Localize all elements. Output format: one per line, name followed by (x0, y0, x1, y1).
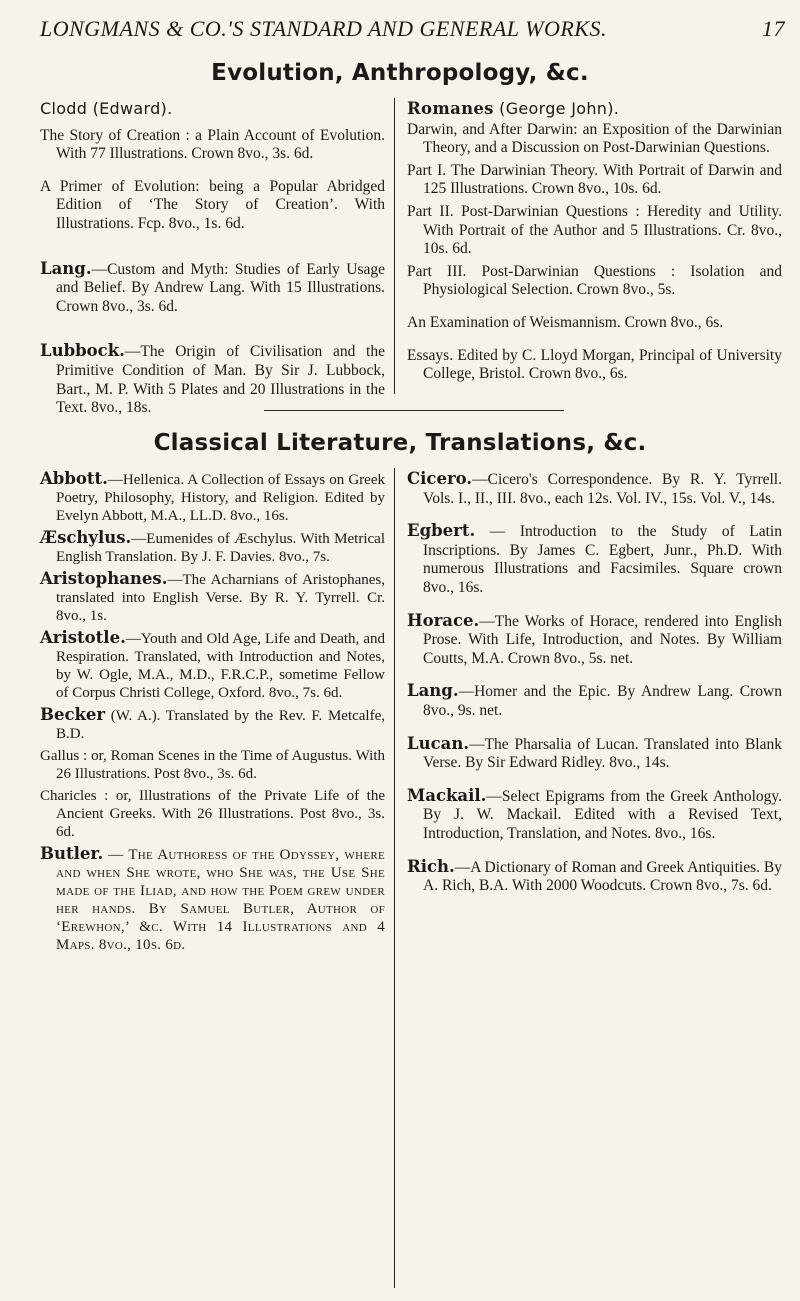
entry-aristotle (40, 629, 385, 702)
entry-romanes-essays: Essays. Edited by C. Lloyd Morgan, Principal of University College, Bristol. Crown 8vo., 6s. (407, 346, 782, 383)
entry-text: —A Dictionary of Roman and Greek Antiquities. By A. Rich, B.A. With 2000 Woodcuts. Crown 8vo., 7s. 6d. (423, 858, 782, 895)
entry-mackail (407, 787, 782, 844)
author-name: Æschylus. (40, 528, 132, 547)
entry-text: —Youth and Old Age, Life and Death, and Respiration. Translated, with Introduction and Notes, by W. Ogle, M.A., M.D., F.R.C.P., sometime Fellow of Corpus Christi College, Oxford. 8vo., 7s. 6d. (56, 631, 385, 701)
page-number: 17 (762, 16, 785, 41)
entry-text: —The Acharnians of Aristophanes, translated into English Verse. By R. Y. Tyrrell. Cr. 8vo., 1s. (56, 572, 385, 624)
entry-text: —Homer and the Epic. By Andrew Lang. Crown 8vo., 9s. net. (423, 683, 782, 719)
entry-romanes-darwin: Darwin, and After Darwin: an Exposition of the Darwinian Theory, and a Discussion on Post-Darwinian Questions. (407, 120, 782, 157)
evolution-right-column (407, 100, 782, 398)
author-heading-romanes (407, 100, 782, 119)
entry-romanes-part3: Part III. Post-Darwinian Questions : Isolation and Physiological Selection. Crown 8vo., 5s. (407, 262, 782, 299)
author-name: Lucan. (407, 733, 470, 753)
entry-horace (407, 612, 782, 669)
author-name: Lubbock. (40, 341, 125, 361)
section-divider (264, 410, 564, 411)
author-name: Becker (40, 705, 106, 724)
author-heading-clodd: Clodd (Edward). (40, 99, 173, 118)
running-title: LONGMANS & CO.'S STANDARD AND GENERAL WORKS. (40, 16, 607, 41)
evolution-left-column (40, 100, 385, 432)
entry-text: —The Works of Horace, rendered into English Prose. With Life, Introduction, and Notes. By William Coutts, M.A. Crown 8vo., 5s. net. (423, 612, 782, 667)
entry-text: —Custom and Myth: Studies of Early Usage and Belief. By Andrew Lang. With 15 Illustrations. Crown 8vo., 3s. 6d. (56, 260, 385, 315)
entry-becker-charicles: Charicles : or, Illustrations of the Private Life of the Ancient Greeks. With 26 Illustrations. Post 8vo., 3s. 6d. (40, 788, 385, 840)
classical-right-column (407, 470, 782, 910)
entry-text: (W. A.). Translated by the Rev. F. Metcalfe, B.D. (56, 708, 385, 742)
entry-lang-custom (40, 260, 385, 317)
author-name: Cicero. (407, 469, 473, 488)
entry-romanes-weismannism: An Examination of Weismannism. Crown 8vo., 6s. (407, 313, 724, 331)
author-name: Butler. (40, 844, 104, 863)
author-name: Aristophanes. (40, 569, 168, 588)
entry-lang-homer (407, 682, 782, 720)
column-divider-top (394, 98, 395, 394)
entry-abbott (40, 470, 385, 525)
author-name: Abbott. (40, 469, 108, 488)
entry-text: — Introduction to the Study of Latin Inscriptions. By James C. Egbert, Junr., Ph.D. With numerous Illustrations and Facsimiles. Square crown 8vo., 16s. (423, 523, 782, 596)
entry-becker-gallus: Gallus : or, Roman Scenes in the Time of Augustus. With 26 Illustrations. Post 8vo., 3s. 6d. (40, 748, 385, 782)
author-name: Romanes (407, 99, 494, 118)
entry-rich (407, 858, 782, 896)
section-heading-evolution: Evolution, Anthropology, &c. (211, 60, 589, 86)
entry-butler (40, 845, 385, 954)
author-name: Rich. (407, 856, 455, 876)
entry-aristophanes (40, 570, 385, 625)
author-name-rest: (George John). (493, 99, 620, 118)
entry-text: — The Authoress of the Odyssey, where and when She wrote, who She was, the Use She made of the Iliad, and how the Poem grew under her hands. By Samuel Butler, Author of ‘Erewhon,’ &c. With 14 Illustrations and 4 Maps. 8vo., 10s. 6d. (56, 847, 385, 953)
entry-text: —Cicero's Correspondence. By R. Y. Tyrrell. Vols. I., II., III. 8vo., each 12s. Vol. IV., 15s. Vol. V., 14s. (423, 471, 782, 507)
entry-romanes-part2: Part II. Post-Darwinian Questions : Heredity and Utility. With Portrait of the Author and 5 Illustrations. Cr. 8vo., 10s. 6d. (407, 202, 782, 258)
entry-clodd-primer: A Primer of Evolution: being a Popular Abridged Edition of ‘The Story of Creation’. With Illustrations. Fcp. 8vo., 1s. 6d. (40, 177, 385, 232)
author-name: Horace. (407, 610, 480, 630)
entry-text: —Select Epigrams from the Greek Anthology. By J. W. Mackail. Edited with a Revised Text, Introduction, Translation, and Notes. 8vo., 16s. (423, 787, 782, 842)
entry-aeschylus (40, 529, 385, 566)
author-name: Mackail. (407, 785, 487, 805)
author-name: Lang. (40, 258, 92, 278)
entry-clodd-story: The Story of Creation : a Plain Account of Evolution. With 77 Illustrations. Crown 8vo., 3s. 6d. (40, 126, 385, 163)
classical-left-column (40, 470, 385, 958)
entry-text: —The Origin of Civilisation and the Primitive Condition of Man. By Sir J. Lubbock, Bart., M. P. With 5 Plates and 20 Illustrations in the Text. 8vo., 18s. (56, 343, 385, 417)
author-name: Lang. (407, 681, 459, 701)
entry-egbert (407, 522, 782, 597)
entry-lubbock (40, 342, 385, 417)
entry-cicero (407, 470, 782, 508)
entry-text: —The Pharsalia of Lucan. Translated into Blank Verse. By Sir Edward Ridley. 8vo., 14s. (423, 735, 782, 772)
entry-becker (40, 706, 385, 743)
author-name: Egbert. (407, 521, 476, 541)
entry-text: —Eumenides of Æschylus. With Metrical English Translation. By J. F. Davies. 8vo., 7s. (56, 531, 385, 565)
author-name: Aristotle. (40, 628, 126, 647)
section-heading-classical: Classical Literature, Translations, &c. (153, 430, 647, 456)
entry-text: —Hellenica. A Collection of Essays on Greek Poetry, Philosophy, History, and Religion. Edited by Evelyn Abbott, M.A., LL.D. 8vo., 16s. (56, 472, 385, 524)
entry-romanes-part1: Part I. The Darwinian Theory. With Portrait of Darwin and 125 Illustrations. Crown 8vo., 10s. 6d. (407, 161, 782, 198)
entry-lucan (407, 735, 782, 773)
column-divider-bottom (394, 468, 395, 1288)
running-head (40, 14, 785, 44)
